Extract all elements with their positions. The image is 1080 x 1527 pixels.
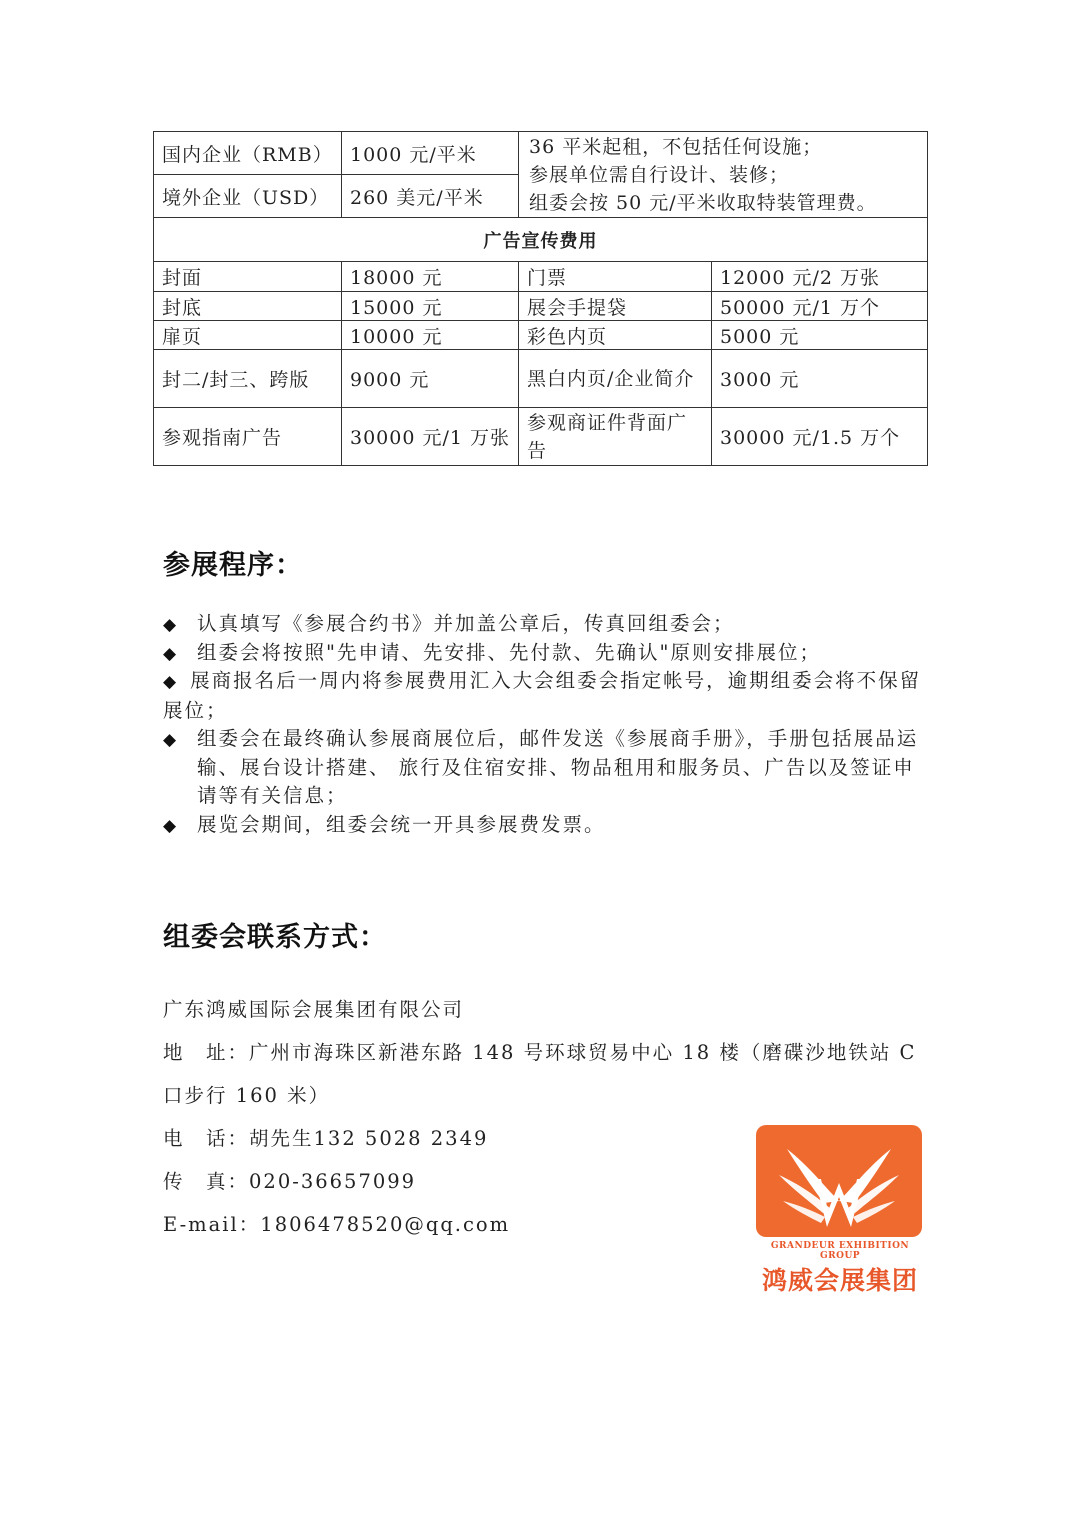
list-item: ◆ 组委会将按照"先申请、先安排、先付款、先确认"原则安排展位； bbox=[163, 639, 923, 668]
booth-note: 36 平米起租，不包括任何设施； bbox=[529, 135, 823, 158]
ad-item: 门票 bbox=[519, 262, 712, 292]
domestic-price: 1000 元/平米 bbox=[342, 132, 519, 175]
ad-item: 黑白内页/企业简介 bbox=[519, 350, 712, 408]
diamond-bullet-icon: ◆ bbox=[163, 672, 179, 692]
ad-price: 18000 元 bbox=[342, 262, 519, 292]
diamond-bullet-icon: ◆ bbox=[163, 730, 179, 750]
table-row bbox=[154, 321, 928, 350]
ad-item: 封二/封三、跨版 bbox=[154, 350, 342, 408]
diamond-bullet-icon: ◆ bbox=[163, 815, 179, 836]
list-item: ◆ 认真填写《参展合约书》并加盖公章后，传真回组委会； bbox=[163, 610, 923, 639]
list-item: ◆ 展览会期间，组委会统一开具参展费发票。 bbox=[163, 811, 923, 840]
phone-value: 胡先生132 5028 2349 bbox=[249, 1127, 489, 1150]
contact-heading: 组委会联系方式： bbox=[163, 922, 387, 953]
address-label: 地 址： bbox=[163, 1041, 250, 1064]
ad-price: 30000 元/1 万张 bbox=[342, 408, 519, 466]
email-label: E-mail： bbox=[163, 1213, 261, 1236]
procedure-heading: 参展程序： bbox=[163, 550, 303, 581]
email-value: 1806478520@qq.com bbox=[260, 1213, 511, 1236]
booth-notes bbox=[519, 132, 928, 218]
logo-chinese-text: 鸿威会展集团 bbox=[761, 1266, 918, 1295]
table-row bbox=[154, 262, 928, 292]
company-logo bbox=[756, 1125, 924, 1297]
ad-item: 封面 bbox=[154, 262, 342, 292]
table-row bbox=[154, 350, 928, 408]
ad-price: 30000 元/1.5 万个 bbox=[712, 408, 928, 466]
booth-note: 参展单位需自行设计、装修； bbox=[529, 163, 790, 186]
address-value: 广州市海珠区新港东路 148 号环球贸易中心 18 楼（磨碟沙地铁站 C 口步行 160 米） bbox=[163, 1041, 917, 1107]
procedure-list bbox=[163, 610, 923, 839]
logo-badge bbox=[756, 1125, 922, 1237]
ad-item: 参观指南广告 bbox=[154, 408, 342, 466]
ad-price: 5000 元 bbox=[712, 321, 928, 350]
table-row bbox=[154, 408, 928, 466]
price-table bbox=[153, 131, 928, 466]
ad-item: 彩色内页 bbox=[519, 321, 712, 350]
booth-note: 组委会按 50 元/平米收取特装管理费。 bbox=[529, 191, 877, 214]
ad-price: 10000 元 bbox=[342, 321, 519, 350]
ad-item: 封底 bbox=[154, 292, 342, 321]
table-row bbox=[154, 218, 928, 262]
ad-item: 展会手提袋 bbox=[519, 292, 712, 321]
address-line bbox=[163, 1031, 923, 1117]
fax-label: 传 真： bbox=[163, 1170, 250, 1193]
overseas-price: 260 美元/平米 bbox=[342, 175, 519, 218]
list-item: ◆ 组委会在最终确认参展商展位后，邮件发送《参展商手册》，手册包括展品运输、展台设计搭建、 旅行及住宿安排、物品租用和服务员、广告以及签证申请等有关信息； bbox=[163, 727, 919, 807]
ad-item: 参观商证件背面广告 bbox=[519, 408, 712, 466]
ad-price: 9000 元 bbox=[342, 350, 519, 408]
overseas-label: 境外企业（USD） bbox=[154, 175, 342, 218]
ad-section-title: 广告宣传费用 bbox=[154, 218, 928, 262]
logo-english-text: GRANDEUR EXHIBITION GROUP bbox=[770, 1241, 910, 1261]
ad-price: 3000 元 bbox=[712, 350, 928, 408]
table-row bbox=[154, 292, 928, 321]
ad-item: 扉页 bbox=[154, 321, 342, 350]
ad-price: 50000 元/1 万个 bbox=[712, 292, 928, 321]
table-row bbox=[154, 132, 928, 175]
domestic-label: 国内企业（RMB） bbox=[154, 132, 342, 175]
list-item: ◆ 展商报名后一周内将参展费用汇入大会组委会指定帐号，逾期组委会将不保留展位； bbox=[163, 669, 922, 722]
wings-w-logo-icon bbox=[769, 1131, 909, 1231]
company-name: 广东鸿威国际会展集团有限公司 bbox=[163, 998, 465, 1021]
diamond-bullet-icon: ◆ bbox=[163, 643, 179, 664]
phone-label: 电 话： bbox=[163, 1127, 250, 1150]
ad-price: 15000 元 bbox=[342, 292, 519, 321]
ad-price: 12000 元/2 万张 bbox=[712, 262, 928, 292]
diamond-bullet-icon: ◆ bbox=[163, 615, 179, 635]
fax-value: 020-36657099 bbox=[249, 1170, 417, 1193]
